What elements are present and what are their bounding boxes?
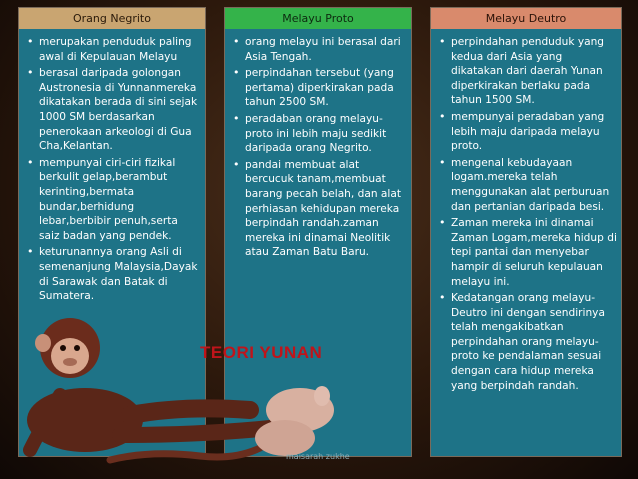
column-header: Melayu Deutro (431, 8, 621, 29)
bullet-item: • mempunyai ciri-ciri fizikal berkulit gelap,berambut kerinting,bermata bundar,berhidung lebar,berbibir penuh,serta saiz badan yang pendek. (39, 156, 201, 244)
bullet-item: • merupakan penduduk paling awal di Kepulauan Melayu (39, 35, 201, 64)
slide-title: TEORI YUNAN (200, 343, 323, 362)
bullet-list (231, 35, 407, 260)
bullet-item: • perpindahan tersebut (yang pertama) diperkirakan pada tahun 2500 SM. (245, 66, 407, 110)
bullet-item: • peradaban orang melayu-proto ini lebih maju sedikit daripada orang Negrito. (245, 112, 407, 156)
bullet-item: • Kedatangan orang melayu-Deutro ini dengan sendirinya telah mengakibatkan perpindahan orang melayu-proto ke pendalaman sesuai dengan cara hidup mereka yang berpindah randah. (451, 291, 617, 393)
column-melayu-deutro (430, 7, 622, 457)
column-header: Orang Negrito (19, 8, 205, 29)
bullet-list (25, 35, 201, 304)
author-credit: maisarah zukhe (286, 452, 350, 461)
monkey-illustration (0, 310, 360, 470)
bullet-item: • mengenal kebudayaan logam.mereka telah menggunakan alat perburuan dan pertanian daripada besi. (451, 156, 617, 214)
bullet-item: • berasal daripada golongan Austronesia di Yunnanmereka dikatakan berada di sini sejak 1000 SM berdasarkan penerokaan arkeologi di Gua Cha,Kelantan. (39, 66, 201, 154)
column-header: Melayu Proto (225, 8, 411, 29)
bullet-item: • mempunyai peradaban yang lebih maju daripada melayu proto. (451, 110, 617, 154)
bullet-item: • Zaman mereka ini dinamai Zaman Logam,mereka hidup di tepi pantai dan menyebar hampir di seluruh kepulauan melayu ini. (451, 216, 617, 289)
bullet-item: • keturunannya orang Asli di semenanjung Malaysia,Dayak di Sarawak dan Batak di Sumatera. (39, 245, 201, 303)
bullet-list (437, 35, 617, 393)
bullet-item: • pandai membuat alat bercucuk tanam,membuat barang pecah belah, dan alat perhiasan kehidupan mereka berpindah randah.zaman mereka ini dinamai Neolitik atau Zaman Batu Baru. (245, 158, 407, 260)
bullet-item: • perpindahan penduduk yang kedua dari Asia yang dikatakan dari daerah Yunan diperkirakan berlaku pada tahun 1500 SM. (451, 35, 617, 108)
bullet-item: • orang melayu ini berasal dari Asia Tengah. (245, 35, 407, 64)
